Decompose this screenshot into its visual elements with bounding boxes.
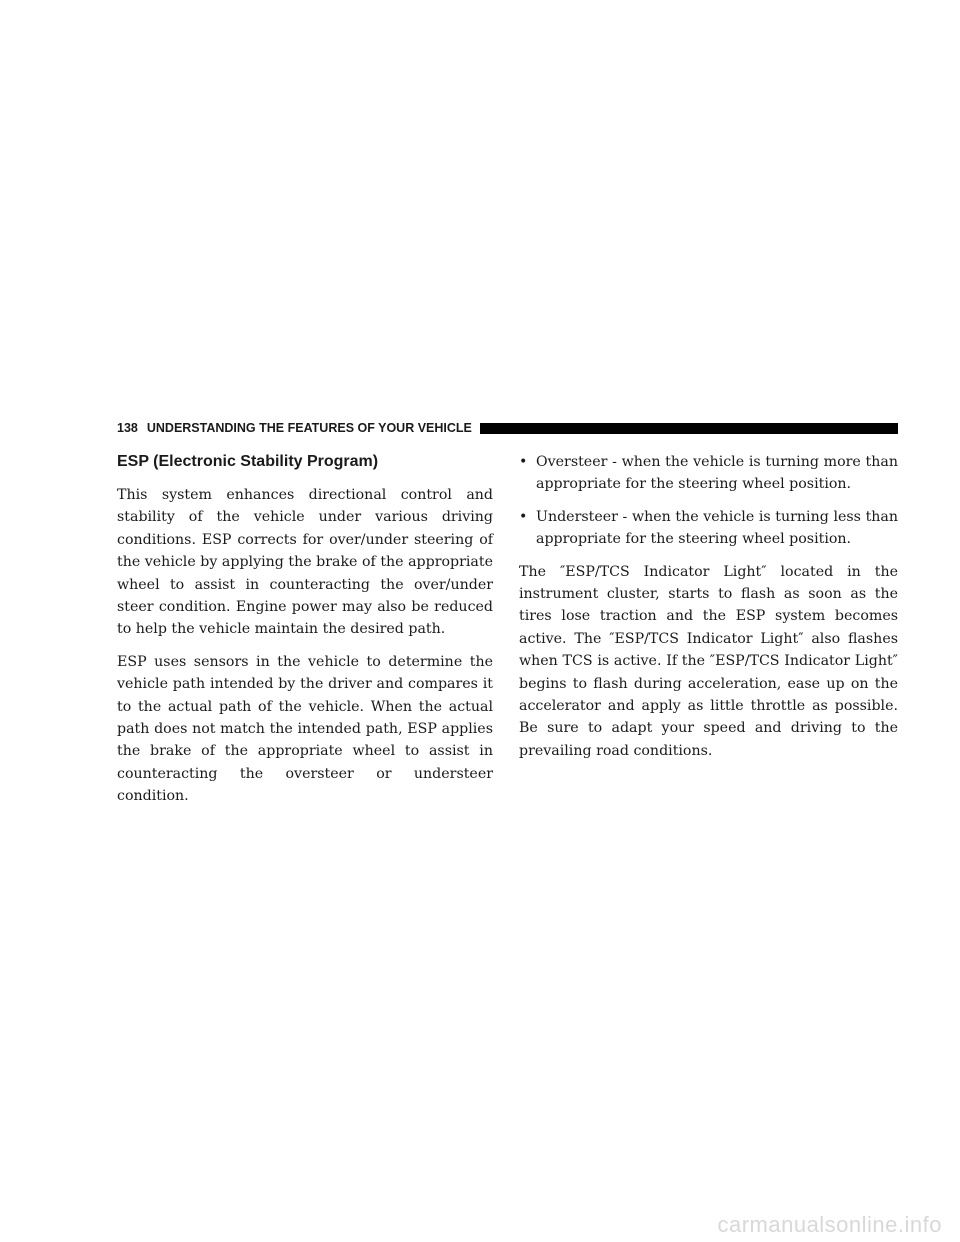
page-number: 138	[117, 421, 138, 435]
paragraph-sensors: ESP uses sensors in the vehicle to determine the vehicle path intended by the driver and compares it to the actual path of the vehicle. When the actual path does not match the intended path, ESP applies the brake of the appropriate wheel to assist in counteracting the oversteer or understeer condition.	[117, 653, 493, 805]
right-column	[519, 451, 898, 772]
bullet-text-oversteer: Oversteer - when the vehicle is turning more than appropriate for the steering wheel position.	[536, 454, 898, 493]
paragraph-indicator-light: The ″ESP/TCS Indicator Light″ located in the instrument cluster, starts to flash as soon as the tires lose traction and the ESP system becomes active. The ″ESP/TCS Indicator Light″ also flashes when TCS is active. If the ″ESP/TCS Indicator Light″ begins to flash during acceleration, ease up on the accelerator and apply as little throttle as possible. Be sure to adapt your speed and driving to the prevailing road conditions.	[519, 563, 898, 759]
page-header	[117, 418, 898, 438]
bullet-text-understeer: Understeer - when the vehicle is turning less than appropriate for the steering wheel position.	[536, 508, 898, 548]
bullet-list	[519, 451, 898, 551]
list-item	[519, 451, 898, 496]
bullet-icon: •	[519, 508, 528, 525]
watermark-text: carmanualsonline.info	[717, 1212, 942, 1237]
list-item	[519, 506, 898, 551]
header-rule-bar	[480, 423, 898, 434]
left-column	[117, 451, 493, 818]
chapter-title: UNDERSTANDING THE FEATURES OF YOUR VEHICLE	[146, 421, 472, 435]
paragraph-intro: This system enhances directional control and stability of the vehicle under various driving conditions. ESP corrects for over/under steering of the vehicle by applying the brake of the appropriate wheel to assist in counteracting the over/under steer condition. Engine power may also be reduced to help the vehicle maintain the desired path.	[117, 487, 493, 638]
section-heading: ESP (Electronic Stability Program)	[117, 453, 379, 470]
bullet-icon: •	[519, 454, 528, 470]
